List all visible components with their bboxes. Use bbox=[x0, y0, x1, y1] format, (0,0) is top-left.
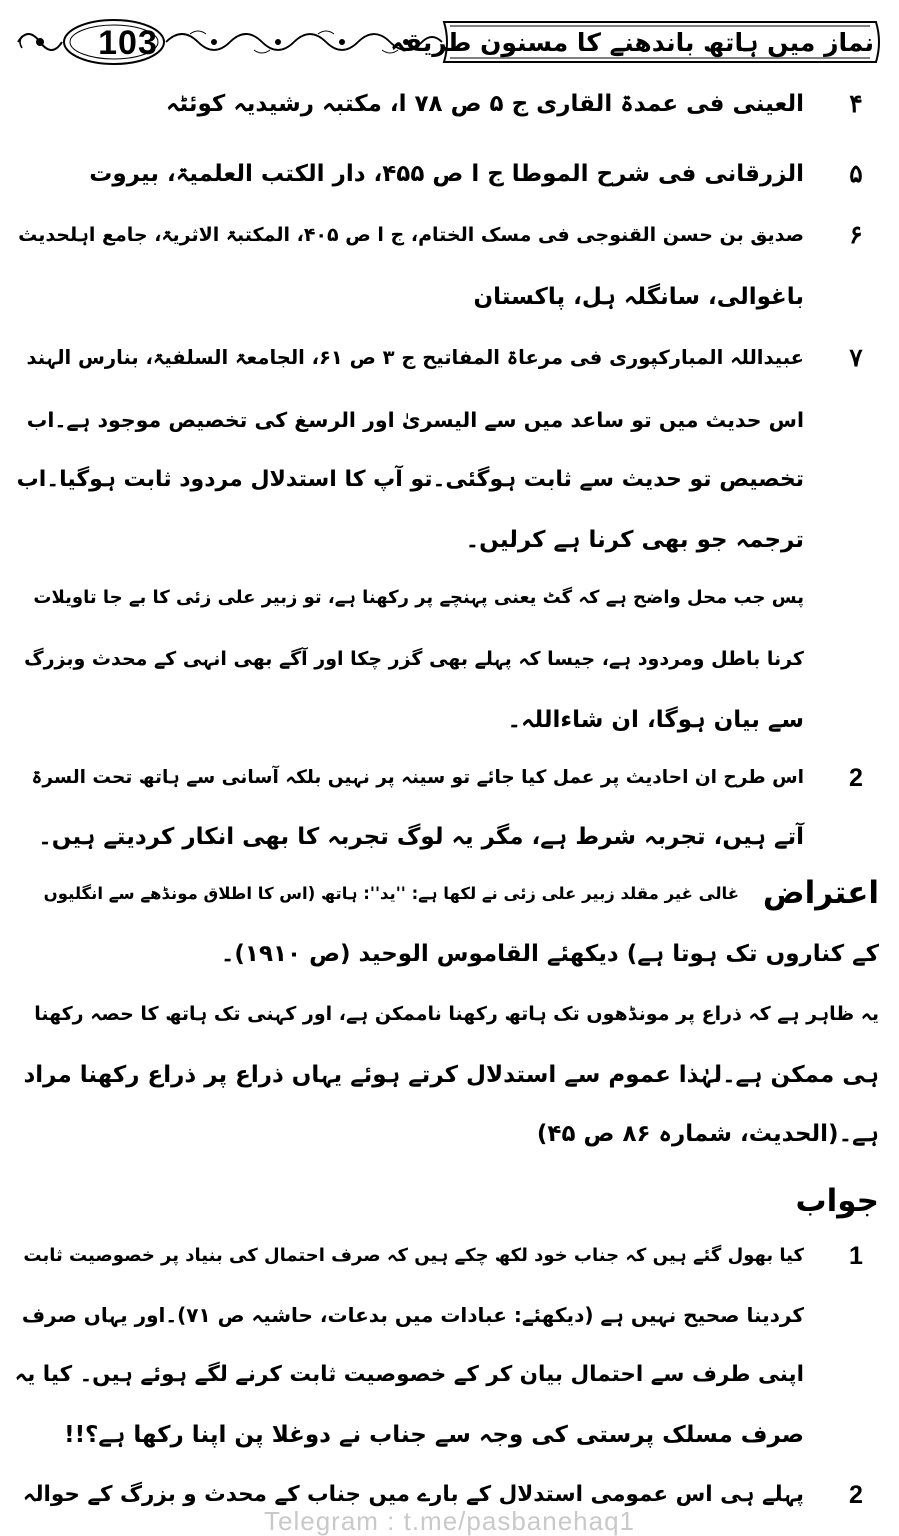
ref-line: الزرقانی فی شرح الموطا ج ا ص ۴۵۵، دار الکتب العلمیۃ، بیروت bbox=[89, 161, 804, 187]
answer-line: پہلے ہی اس عمومی استدلال کے بارے میں جناب کے محدث و بزرگ کے حوالہ bbox=[22, 1482, 804, 1507]
paragraph-line: پس جب محل واضح ہے کہ گٹ یعنی پہنچے پر رکھنا ہے، تو زبیر علی زئی کا بے جا تاویلات bbox=[33, 587, 804, 608]
objection-label: اعتراض bbox=[762, 875, 879, 911]
answer-line: اپنی طرف سے احتمال بیان کر کے خصوصیت ثابت کرنے لگے ہوئے ہیں۔ کیا یہ bbox=[14, 1362, 804, 1387]
ref-number: ۶ bbox=[849, 221, 863, 249]
point-number: 2 bbox=[849, 764, 863, 792]
answer-number: 2 bbox=[849, 1481, 863, 1509]
paragraph-line: کرنا باطل ومردود ہے، جیسا کہ پہلے بھی گزر چکا اور آگے بھی انہی کے محدث وبزرگ bbox=[24, 648, 804, 670]
objection-line: غالی غیر مقلد زبیر علی زئی نے لکھا ہے: ''ید'': ہاتھ (اس کا اطلاق مونڈھے سے انگلیوں bbox=[43, 884, 739, 903]
ref-number: ۷ bbox=[849, 344, 863, 372]
page-number: 103 bbox=[98, 24, 158, 62]
objection-line: کے کناروں تک ہوتا ہے) دیکھئے القاموس الوحید (ص ۱۹۱۰)۔ bbox=[220, 941, 879, 967]
ref-line: صدیق بن حسن القنوجی فی مسک الختام، ج ا ص ۴۰۵، المکتبۃ الاثریۃ، جامع اہلحدیث bbox=[18, 224, 804, 246]
telegram-watermark: Telegram : t.me/pasbanehaq1 bbox=[264, 1506, 635, 1536]
answer-heading: جواب bbox=[795, 1183, 879, 1219]
objection-line: ہی ممکن ہے۔لہٰذا عموم سے استدلال کرتے ہوئے یہاں ذراع پر ذراع رکھنا مراد bbox=[23, 1062, 879, 1088]
ref-line: العینی فی عمدۃ القاری ج ۵ ص ۷۸ ا، مکتبہ رشیدیہ کوئٹہ bbox=[166, 91, 804, 117]
paragraph-line: اس حدیث میں تو ساعد میں سے الیسریٰ اور الرسغ کی تخصیص موجود ہے۔اب bbox=[26, 408, 804, 432]
ref-number: ۵ bbox=[849, 160, 863, 188]
point-line: آتے ہیں، تجربہ شرط ہے، مگر یہ لوگ تجربہ کا بھی انکار کردیتے ہیں۔ bbox=[38, 824, 804, 850]
answer-line: کردینا صحیح نہیں ہے (دیکھئے: عبادات میں بدعات، حاشیہ ص ۷۱)۔اور یہاں صرف bbox=[21, 1303, 804, 1327]
paragraph-line: سے بیان ہوگا، ان شاءاللہ۔ bbox=[507, 707, 804, 733]
answer-line: صرف مسلک پرستی کی وجہ سے جناب نے دوغلا پن اپنا رکھا ہے؟!! bbox=[64, 1422, 804, 1448]
objection-line: ہے۔(الحدیث، شمارہ ۸۶ ص ۴۵) bbox=[536, 1121, 879, 1147]
objection-line: یہ ظاہر ہے کہ ذراع پر مونڈھوں تک ہاتھ رکھنا ناممکن ہے، اور کہنی تک ہاتھ کا حصہ رکھنا bbox=[34, 1003, 879, 1025]
chapter-title: نماز میں ہاتھ باندھنے کا مسنون طریقہ bbox=[390, 28, 874, 57]
answer-number: 1 bbox=[849, 1242, 863, 1270]
ref-line: عبیداللہ المبارکپوری فی مرعاۃ المفاتیح ج ۳ ص ۶۱، الجامعۃ السلفیۃ، بنارس الہند bbox=[26, 346, 804, 369]
paragraph-line: تخصیص تو حدیث سے ثابت ہوگئی۔تو آپ کا استدلال مردود ثابت ہوگیا۔اب bbox=[16, 467, 804, 492]
ref-line: باغوالی، سانگلہ ہل، پاکستان bbox=[473, 284, 804, 310]
ref-number: ۴ bbox=[849, 90, 863, 118]
answer-line: کیا بھول گئے ہیں کہ جناب خود لکھ چکے ہیں کہ صرف احتمال کی بنیاد پر خصوصیت ثابت bbox=[23, 1245, 804, 1266]
point-line: اس طرح ان احادیث پر عمل کیا جائے تو سینہ پر نہیں بلکہ آسانی سے ہاتھ تحت السرۃ bbox=[31, 767, 804, 788]
paragraph-line: ترجمہ جو بھی کرنا ہے کرلیں۔ bbox=[465, 527, 804, 553]
page-header bbox=[14, 12, 886, 72]
